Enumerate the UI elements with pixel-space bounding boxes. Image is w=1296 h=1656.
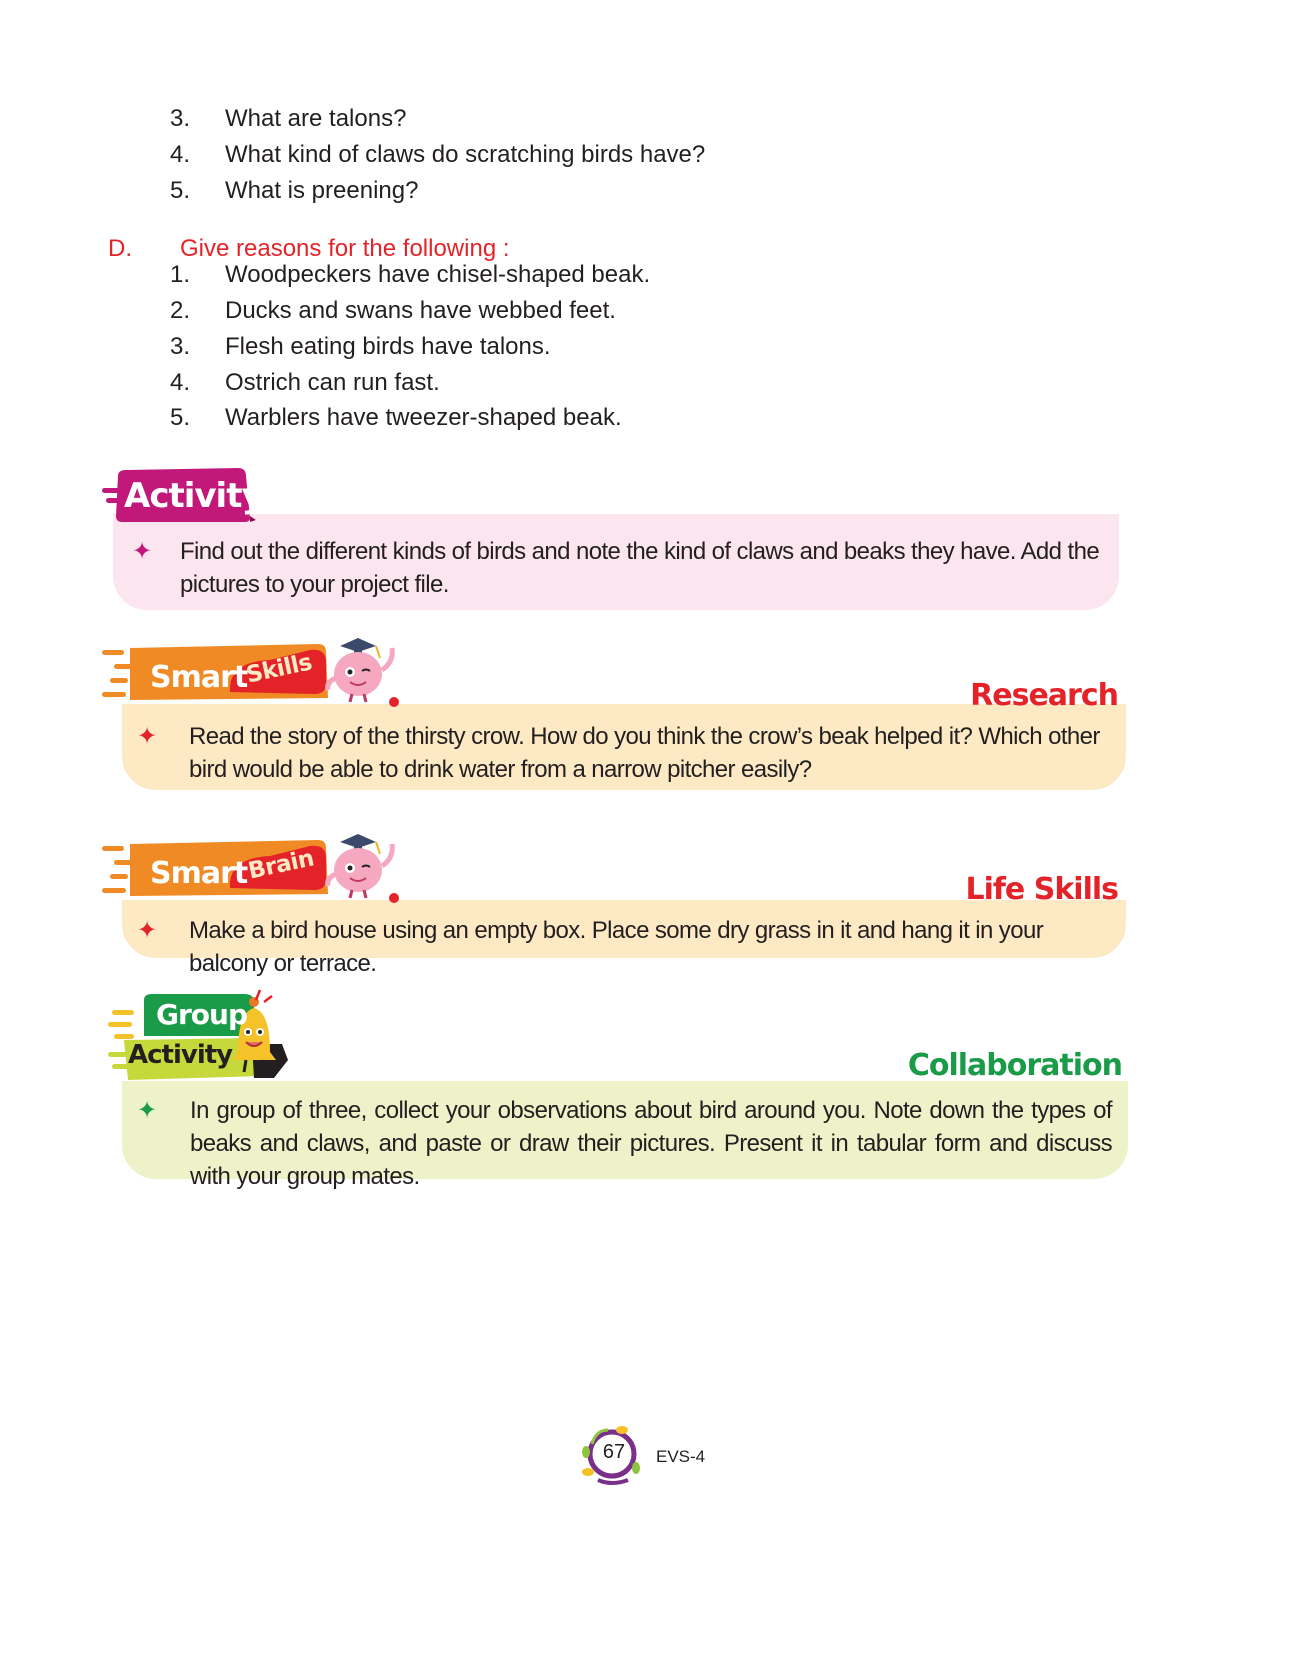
- bullet-star-icon: ✦: [137, 917, 158, 944]
- skill-label-collaboration: Collaboration: [907, 1048, 1122, 1083]
- item-number: 2.: [170, 297, 191, 324]
- activity-badge-label: Activity: [124, 476, 263, 516]
- item-number: 4.: [170, 141, 191, 168]
- item-number: 3.: [170, 333, 191, 360]
- smart-skills-badge-main: Smart: [150, 660, 248, 695]
- smart-brain-badge-sub: Brain: [246, 845, 317, 885]
- smart-brain-text: Make a bird house using an empty box. Place some dry grass in it and hang it in your balcony or terrace.: [189, 917, 1044, 977]
- skill-label-life-skills: Life Skills: [965, 872, 1118, 907]
- item-text: What are talons?: [225, 105, 407, 132]
- smart-skills-text: Read the story of the thirsty crow. How do you think the crow’s beak helped it? Which other bird would be able to drink water from a narrow pitcher easily?: [189, 723, 1100, 783]
- smart-skills-badge-sub: Skills: [244, 649, 315, 689]
- bullet-star-icon: ✦: [137, 723, 158, 750]
- brain-mascot-icon: [318, 634, 404, 704]
- item-text: Ducks and swans have webbed feet.: [225, 297, 616, 324]
- item-number: 1.: [170, 261, 191, 288]
- book-code: EVS-4: [656, 1447, 706, 1466]
- item-number: 3.: [170, 105, 191, 132]
- alert-lines-icon: [252, 986, 276, 1006]
- bullet-star-icon: ✦: [137, 1097, 158, 1124]
- brain-mascot-icon: [318, 830, 404, 900]
- group-badge-bottom: Activity: [128, 1040, 233, 1070]
- item-number: 4.: [170, 369, 191, 396]
- item-text: Woodpeckers have chisel-shaped beak.: [225, 261, 651, 288]
- item-text: What kind of claws do scratching birds have?: [225, 141, 706, 168]
- item-number: 5.: [170, 177, 191, 204]
- item-text: What is preening?: [225, 177, 419, 204]
- section-letter: D.: [108, 235, 132, 262]
- activity-text: Find out the different kinds of birds and note the kind of claws and beaks they have. Add the pictures to your project file.: [180, 538, 1100, 598]
- item-text: Ostrich can run fast.: [225, 369, 440, 396]
- smart-brain-badge-main: Smart: [150, 856, 248, 891]
- skill-label-research: Research: [970, 678, 1118, 713]
- item-text: Flesh eating birds have talons.: [225, 333, 551, 360]
- group-badge-top: Group: [156, 998, 248, 1031]
- bullet-star-icon: ✦: [132, 538, 153, 565]
- item-text: Warblers have tweezer-shaped beak.: [225, 404, 622, 431]
- item-number: 5.: [170, 404, 191, 431]
- group-activity-text: In group of three, collect your observations about bird around you. Note down the types of beaks and claws, and paste or draw their pictures. Present it in tabular form and discuss with your group mates.: [190, 1097, 1112, 1190]
- section-title: Give reasons for the following :: [180, 235, 510, 262]
- page-number: 67: [602, 1441, 626, 1463]
